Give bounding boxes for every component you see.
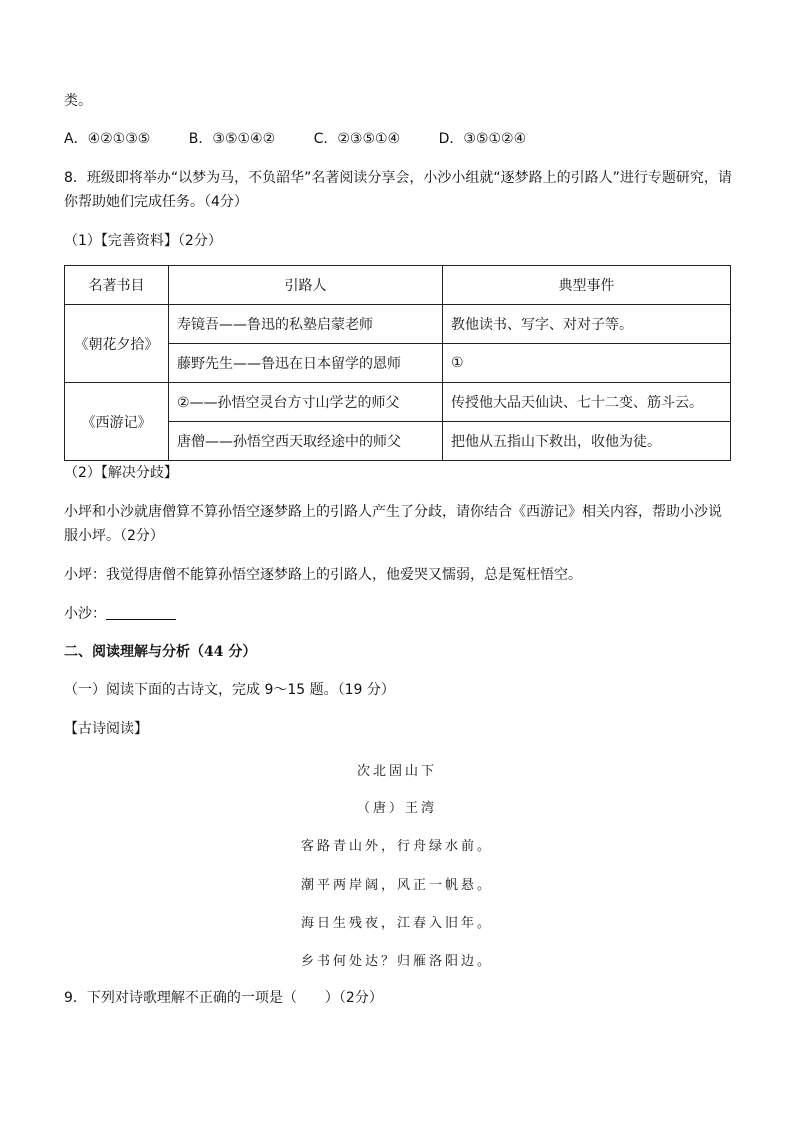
poem-title: 次北固山下 <box>356 764 437 779</box>
guide-cell: 唐僧——孙悟空西天取经途中的师父 <box>169 422 443 461</box>
q7-options <box>64 129 730 149</box>
option-a: A．④②①③⑤ <box>64 131 151 147</box>
classics-table <box>64 265 731 461</box>
event-cell-blank-1: ① <box>443 344 731 383</box>
book-zhaohua: 《朝花夕拾》 <box>65 305 169 383</box>
poem-line-4: 乡书何处达？归雁洛阳边。 <box>300 954 493 969</box>
guide-cell: 藤野先生——鲁迅在日本留学的恩师 <box>169 344 443 383</box>
table-header-row <box>65 266 731 305</box>
header-guide: 引路人 <box>169 266 443 305</box>
event-cell: 传授他大品天仙诀、七十二变、筋斗云。 <box>443 383 731 422</box>
option-d: D．③⑤①②④ <box>438 131 527 147</box>
poem-label: 【古诗阅读】 <box>64 721 148 737</box>
option-c: C．②③⑤①④ <box>313 131 401 147</box>
book-xiyouji: 《西游记》 <box>65 383 169 461</box>
guide-cell: 寿镜吾——鲁迅的私塾启蒙老师 <box>169 305 443 344</box>
guide-cell-blank-2: ②——孙悟空灵台方寸山学艺的师父 <box>169 383 443 422</box>
event-cell: 教他读书、写字、对对子等。 <box>443 305 731 344</box>
xiaoping-statement: 小坪：我觉得唐僧不能算孙悟空逐梦路上的引路人，他爱哭又懦弱，总是冤枉悟空。 <box>64 567 582 583</box>
section2-part1: （一）阅读下面的古诗文，完成 9～15 题。（19 分） <box>64 682 395 698</box>
poem-line-3: 海日生残夜，江春入旧年。 <box>300 916 493 931</box>
q8-text-line2: 你帮助她们完成任务。（4分） <box>64 194 248 210</box>
q8-text-line1: 8．班级即将举办“以梦为马，不负韶华”名著阅读分享会，小沙小组就“逐梦路上的引路人”进行专题研究，请 <box>64 170 732 186</box>
q8-task2-line2: 服小坪。（2分） <box>64 528 164 544</box>
poem-line-1: 客路青山外，行舟绿水前。 <box>300 839 493 854</box>
xiaosha-answer-line <box>64 604 730 624</box>
q8-task2-line1: 小坪和小沙就唐僧算不算孙悟空逐梦路上的引路人产生了分歧，请你结合《西游记》相关内容，帮助小沙说 <box>64 504 722 520</box>
q8-task2-label: （2）【解决分歧】 <box>64 465 178 481</box>
header-book: 名著书目 <box>65 266 169 305</box>
xiaosha-label: 小沙： <box>64 606 106 622</box>
header-event: 典型事件 <box>443 266 731 305</box>
q9-text: 9．下列对诗歌理解不正确的一项是（ ）（2分） <box>64 990 383 1006</box>
table-row <box>65 383 731 422</box>
answer-blank[interactable] <box>106 605 176 620</box>
option-b: B．③⑤①④② <box>188 131 276 147</box>
table-row <box>65 305 731 344</box>
poem-author: （唐）王湾 <box>356 801 437 816</box>
q8-task1-label: （1）【完善资料】（2分） <box>64 233 222 249</box>
intro-tail: 类。 <box>64 93 92 109</box>
event-cell: 把他从五指山下救出，收他为徒。 <box>443 422 731 461</box>
section2-title: 二、阅读理解与分析（44 分） <box>64 644 257 660</box>
poem-line-2: 潮平两岸阔，风正一帆悬。 <box>300 878 493 893</box>
